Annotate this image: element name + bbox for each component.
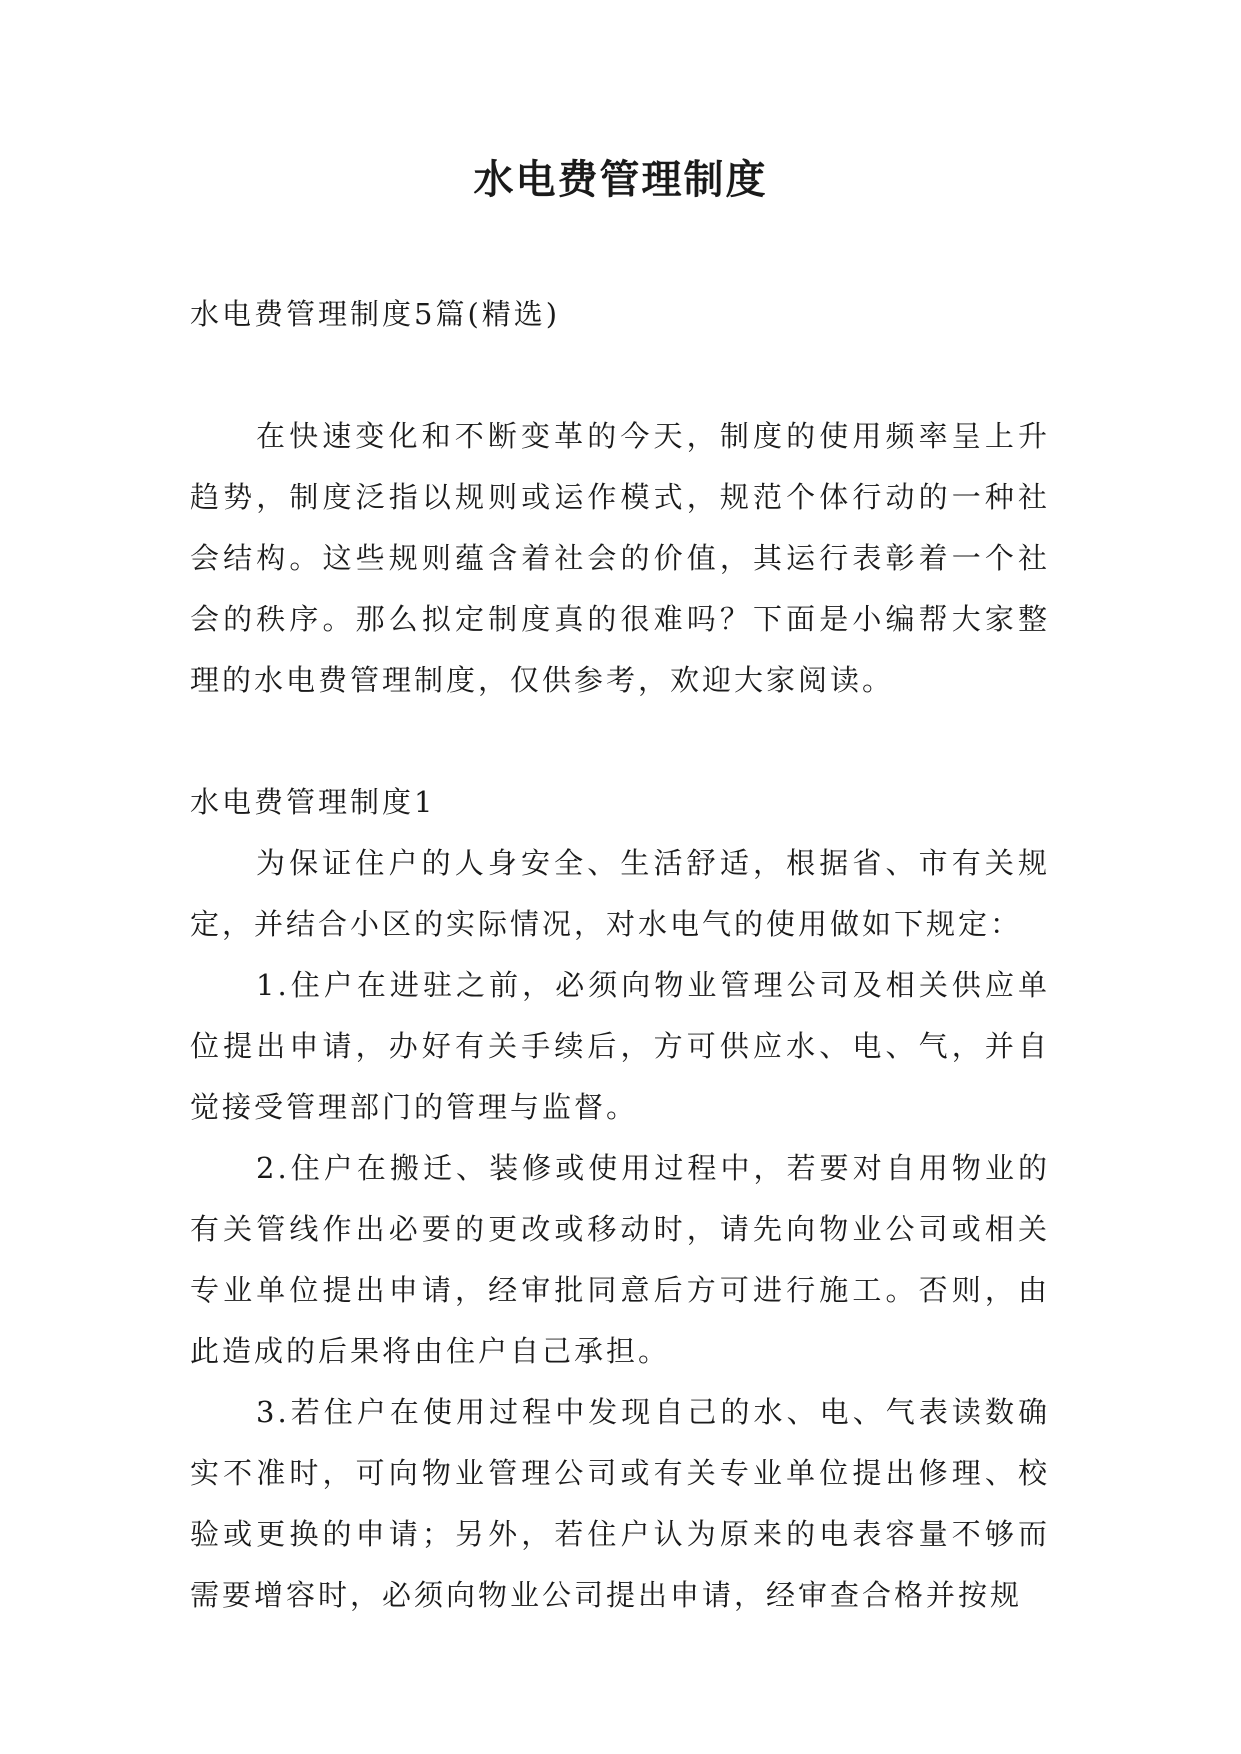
document-subtitle: 水电费管理制度5篇(精选) [190,297,561,331]
rule-item-2: 2.住户在搬迁、装修或使用过程中，若要对自用物业的有关管线作出必要的更改或移动时，请先向物业公司或相关专业单位提出申请，经审批同意后方可进行施工。否则，由此造成的后果将由住户自己承担。 [190,1151,1050,1368]
section-preface: 为保证住户的人身安全、生活舒适，根据省、市有关规定，并结合小区的实际情况，对水电气的使用做如下规定： [190,846,1050,941]
rule-item-1: 1.住户在进驻之前，必须向物业管理公司及相关供应单位提出申请，办好有关手续后，方可供应水、电、气，并自觉接受管理部门的管理与监督。 [190,968,1050,1124]
intro-paragraph: 在快速变化和不断变革的今天，制度的使用频率呈上升趋势，制度泛指以规则或运作模式，规范个体行动的一种社会结构。这些规则蕴含着社会的价值，其运行表彰着一个社会的秩序。那么拟定制度真的很难吗？下面是小编帮大家整理的水电费管理制度，仅供参考，欢迎大家阅读。 [190,419,1050,697]
document-body [190,284,1050,1626]
rule-item-3: 3.若住户在使用过程中发现自己的水、电、气表读数确实不准时，可向物业管理公司或有关专业单位提出修理、校验或更换的申请；另外，若住户认为原来的电表容量不够而需要增容时，必须向物业公司提出申请，经审查合格并按规 [190,1395,1050,1612]
section-heading: 水电费管理制度1 [190,785,436,819]
document-title: 水电费管理制度 [473,156,768,203]
